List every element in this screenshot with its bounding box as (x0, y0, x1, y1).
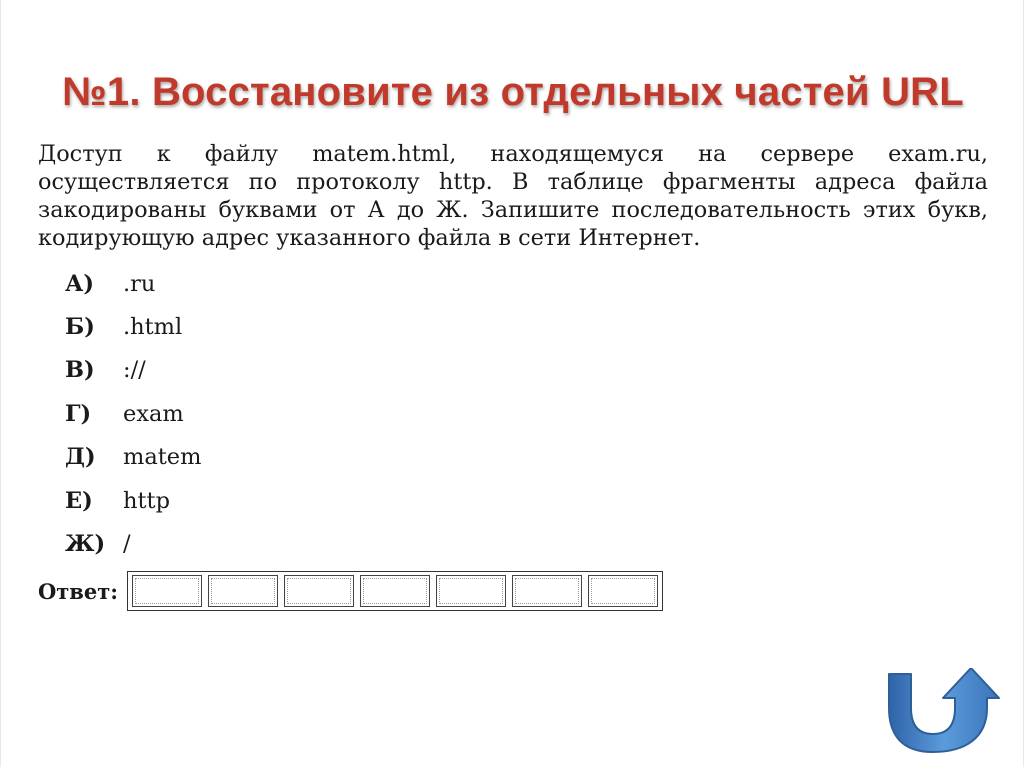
option-letter: Б) (65, 314, 95, 341)
option-letter: Е) (65, 487, 93, 514)
slide-title: №1. Восстановите из отдельных частей URL (62, 70, 964, 114)
option-value: exam (123, 400, 184, 427)
option-value: .html (123, 314, 183, 341)
option-item (65, 479, 201, 522)
option-item (65, 436, 201, 479)
answer-row (38, 567, 663, 615)
option-letter: В) (65, 357, 95, 384)
option-item (65, 522, 201, 565)
answer-cell-1[interactable] (132, 575, 202, 607)
options-list (65, 262, 201, 566)
answer-cell-6[interactable] (512, 575, 582, 607)
option-item (65, 392, 201, 435)
option-letter: Г) (65, 400, 92, 427)
option-value: http (123, 487, 170, 514)
answer-label: Ответ: (38, 578, 119, 604)
answer-cell-3[interactable] (284, 575, 354, 607)
answer-cell-2[interactable] (208, 575, 278, 607)
return-arrow-icon[interactable] (885, 668, 1005, 754)
option-item (65, 305, 201, 348)
task-text: Доступ к файлу matem.html, находящемуся на сервере exam.ru, осуществляется по протоколу http. В таблице фрагменты адреса файла закодированы буквами от А до Ж. Запишите последовательность этих букв, кодирующую адрес указанного файла в сети Интернет. (38, 141, 988, 251)
option-item (65, 349, 201, 392)
option-value: .ru (123, 270, 156, 297)
option-letter: А) (65, 270, 94, 297)
option-letter: Д) (65, 444, 96, 471)
answer-cell-4[interactable] (360, 575, 430, 607)
answer-cell-5[interactable] (436, 575, 506, 607)
option-value: / (123, 531, 131, 558)
answer-cell-7[interactable] (588, 575, 658, 607)
answer-grid (127, 571, 663, 611)
option-value: matem (123, 444, 202, 471)
option-value: :// (123, 357, 146, 384)
option-item (65, 262, 201, 305)
option-letter: Ж) (65, 531, 106, 558)
